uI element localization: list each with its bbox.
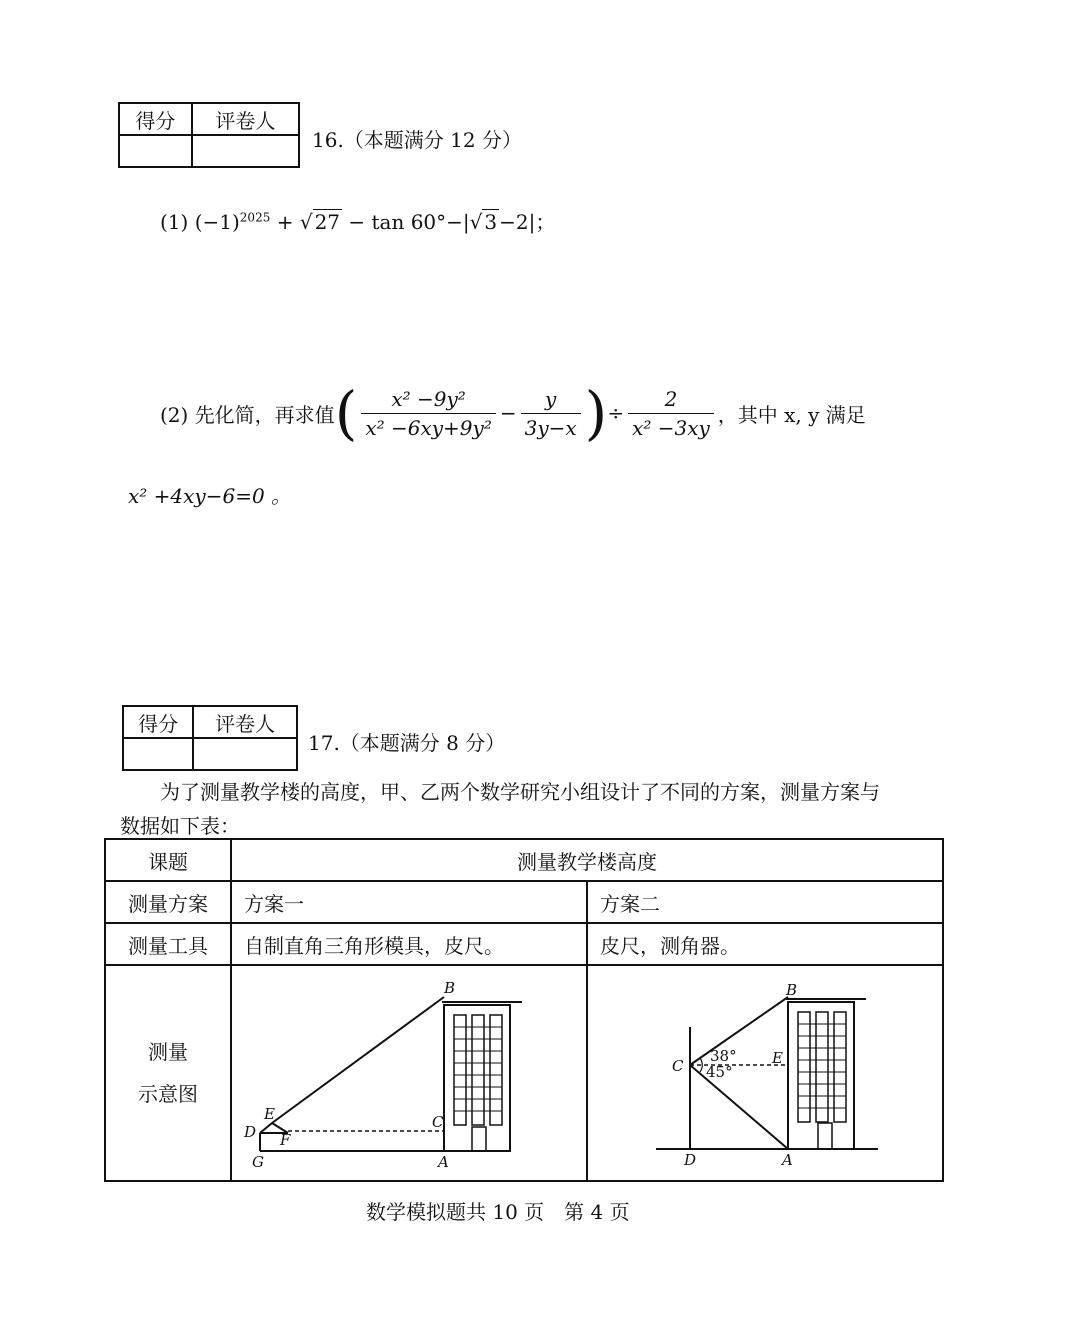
plan-label: 测量方案 <box>105 881 231 923</box>
part1-sqrt27: 27 <box>314 210 341 234</box>
tool-label: 测量工具 <box>105 923 231 965</box>
part1-exponent: 2025 <box>239 210 271 225</box>
question-16-part2: (2) 先化简，再求值 ( $\frac{\text{x² −9y²}}{\text{x² −6xy+9y²}}$ − $\frac{y}{3y-x}$ ) ÷ $\frac{2}{\text{x² −3xy}}$ ，其中 x, y 满足 <box>160 379 866 447</box>
score-box-16 <box>118 102 300 168</box>
plan-1: 方案一 <box>231 881 587 923</box>
frac3-numerator: 2 <box>628 387 714 414</box>
frac1-numerator: x² −9y² <box>361 387 496 414</box>
measurement-table <box>104 838 944 1182</box>
part2-minus: − <box>499 401 517 425</box>
score-header-grader: 评卷人 <box>193 706 297 738</box>
angle-38: 38° <box>710 1047 737 1065</box>
label-D: D <box>684 1151 697 1169</box>
diagram-label-2: 示意图 <box>138 1082 198 1106</box>
q17-intro-line1: 为了测量教学楼的高度，甲、乙两个数学研究小组设计了不同的方案，测量方案与 <box>160 780 880 804</box>
part2-condition: x² +4xy−6=0 。 <box>128 484 292 508</box>
score-box-17 <box>122 705 298 771</box>
score-header-score: 得分 <box>119 103 192 135</box>
question-17-title: 17.（本题满分 8 分） <box>308 731 506 755</box>
part1-term-a: (−1) <box>194 210 240 234</box>
diagram-2-cell <box>587 965 943 1181</box>
label-A: A <box>782 1151 793 1169</box>
frac1-denominator: x² −6xy+9y² <box>365 415 492 440</box>
page-footer: 数学模拟题共 10 页 第 4 页 <box>366 1200 630 1224</box>
diagram-2 <box>588 967 942 1179</box>
score-cell[interactable] <box>123 738 193 770</box>
part1-tan: − tan 60°−| <box>348 210 470 234</box>
frac2-numerator: y <box>521 387 581 414</box>
label-G: G <box>252 1153 264 1171</box>
diagram-1-cell <box>231 965 587 1181</box>
part2-label: (2) 先化简，再求值 <box>160 402 335 427</box>
score-header-score: 得分 <box>123 706 193 738</box>
plan-2: 方案二 <box>587 881 943 923</box>
grader-cell[interactable] <box>193 738 297 770</box>
topic-label: 课题 <box>105 839 231 881</box>
label-D: D <box>244 1123 257 1141</box>
question-16-part1: (1) $(-1)^{2025}$ + √ 27 − tan 60°−|√ 3 −2|； <box>160 210 556 234</box>
diagram-1 <box>232 967 586 1179</box>
tool-2: 皮尺，测角器。 <box>587 923 943 965</box>
q17-intro-line2: 数据如下表： <box>120 814 240 838</box>
score-header-grader: 评卷人 <box>192 103 299 135</box>
score-cell[interactable] <box>119 135 192 167</box>
label-A: A <box>438 1153 449 1171</box>
part2-tail: ，其中 x, y 满足 <box>717 402 866 427</box>
angle-45: 45° <box>706 1063 733 1081</box>
question-16-title: 16.（本题满分 12 分） <box>312 128 522 152</box>
label-C: C <box>672 1057 684 1075</box>
grader-cell[interactable] <box>192 135 299 167</box>
diagram-label <box>105 965 231 1181</box>
label-F: F <box>280 1131 291 1149</box>
part1-plus: + <box>276 210 294 234</box>
part1-end: −2|； <box>499 210 556 234</box>
label-B: B <box>444 979 456 997</box>
part1-sqrt3: 3 <box>484 210 498 234</box>
label-E: E <box>264 1105 275 1123</box>
label-C: C <box>432 1113 444 1131</box>
tool-1: 自制直角三角形模具，皮尺。 <box>231 923 587 965</box>
label-E: E <box>772 1049 783 1067</box>
part2-divide: ÷ <box>607 401 625 425</box>
frac3-denominator: x² −3xy <box>632 415 710 440</box>
topic-value: 测量教学楼高度 <box>231 839 943 881</box>
label-B: B <box>786 981 798 999</box>
part1-label: (1) <box>160 210 189 234</box>
diagram-label-1: 测量 <box>148 1040 188 1064</box>
frac2-denominator: 3y−x <box>524 415 577 440</box>
